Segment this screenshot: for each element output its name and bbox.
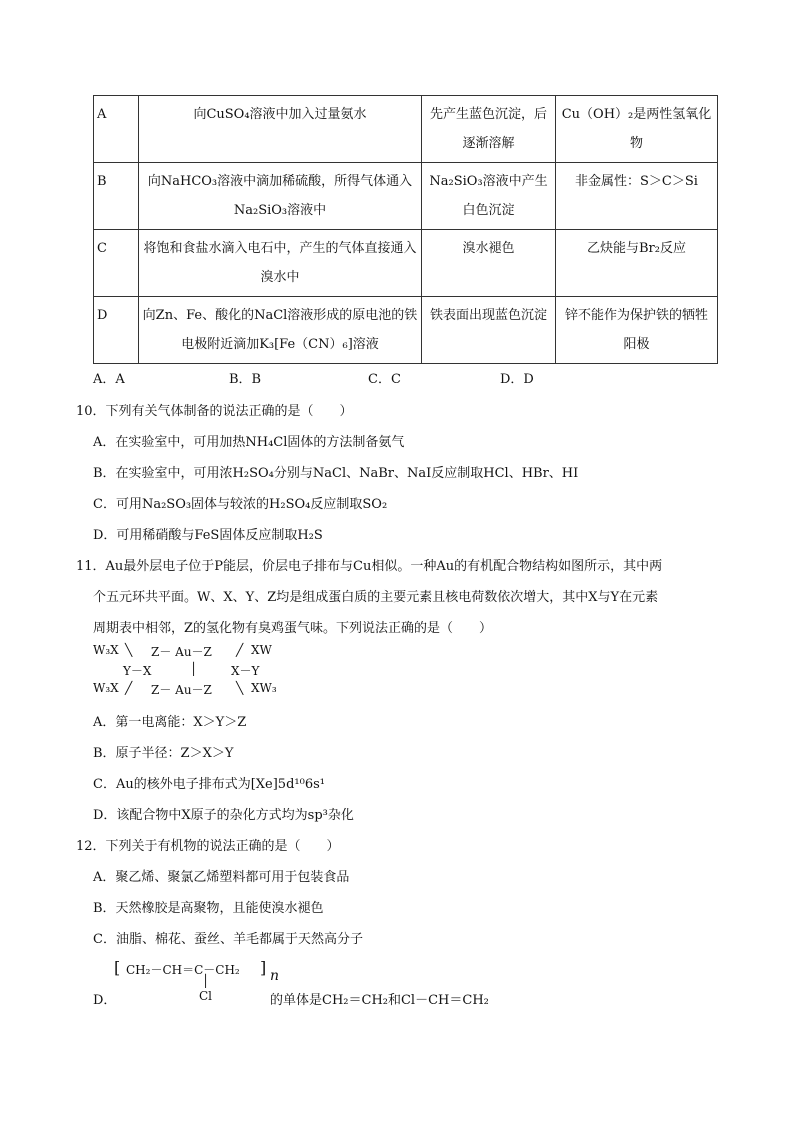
polymer-main-chain: CH₂－CH＝C－CH₂ xyxy=(126,963,240,977)
conclusion-cell: 锌不能作为保护铁的牺牲阳极 xyxy=(556,297,718,364)
q11-stem-line1: 11．Au最外层电子位于P能层，价层电子排布与Cu相似。一种Au的有机配合物结构如图所示，其中两 xyxy=(76,559,663,574)
q10-stem: 10．下列有关气体制备的说法正确的是（ ） xyxy=(76,404,353,419)
polymer-branch-bond: │ xyxy=(202,974,210,988)
q10-option-d[interactable]: D．可用稀硝酸与FeS固体反应制取H₂S xyxy=(93,528,323,543)
q11-stem-line2: 个五元环共平面。W、X、Y、Z均是组成蛋白质的主要元素且核电荷数依次增大，其中X与Y在元素 xyxy=(93,590,659,605)
q9-option-c[interactable]: C．C xyxy=(368,372,401,387)
struct-zauz-bot: Z－ Au－Z xyxy=(151,683,212,697)
q9-option-d[interactable]: D．D xyxy=(500,372,534,387)
table-row xyxy=(94,96,718,163)
bracket-right: ] xyxy=(260,958,267,977)
struct-bar: │ xyxy=(190,662,198,676)
row-label: D xyxy=(94,297,139,364)
conclusion-cell: 非金属性：S＞C＞Si xyxy=(556,163,718,230)
q12-option-a[interactable]: A．聚乙烯、聚氯乙烯塑料都可用于包装食品 xyxy=(93,870,350,885)
phenomenon-cell: Na₂SiO₃溶液中产生白色沉淀 xyxy=(422,163,556,230)
struct-w3x-bot: W₃X xyxy=(93,681,119,695)
struct-zauz-top: Z－ Au－Z xyxy=(151,645,212,659)
q9-option-b[interactable]: B．B xyxy=(229,372,262,387)
q10-option-c[interactable]: C．可用Na₂SO₃固体与较浓的H₂SO₄反应制取SO₂ xyxy=(93,497,388,512)
struct-w3x-top: W₃X xyxy=(93,643,119,657)
q12-stem: 12．下列关于有机物的说法正确的是（ ） xyxy=(76,839,340,854)
q11-option-b[interactable]: B．原子半径：Z＞X＞Y xyxy=(93,746,234,761)
q11-option-a[interactable]: A．第一电离能：X＞Y＞Z xyxy=(93,715,247,730)
phenomenon-cell: 铁表面出现蓝色沉淀 xyxy=(422,297,556,364)
q9-option-a[interactable]: A．A xyxy=(93,372,125,387)
row-label: C xyxy=(94,230,139,297)
conclusion-cell: Cu（OH）₂是两性氢氧化物 xyxy=(556,96,718,163)
phenomenon-cell: 溴水褪色 xyxy=(422,230,556,297)
struct-bond-bot-left: ╱ xyxy=(125,681,133,695)
row-label: A xyxy=(94,96,139,163)
table-row xyxy=(94,230,718,297)
q12-option-b[interactable]: B．天然橡胶是高聚物，且能使溴水褪色 xyxy=(93,901,324,916)
q11-option-c[interactable]: C．Au的核外电子排布式为[Xe]5d¹⁰6s¹ xyxy=(93,777,325,792)
polymer-cl: Cl xyxy=(199,989,213,1003)
struct-bond-top-right: ╱ xyxy=(236,643,244,657)
phenomenon-cell: 先产生蓝色沉淀，后逐渐溶解 xyxy=(422,96,556,163)
q12-option-c[interactable]: C．油脂、棉花、蚕丝、羊毛都属于天然高分子 xyxy=(93,932,363,947)
struct-xw3: XW₃ xyxy=(251,681,277,695)
polymer-n: n xyxy=(270,968,280,984)
q12-option-d-text: 的单体是CH₂＝CH₂和Cl－CH＝CH₂ xyxy=(270,993,489,1008)
operation-cell: 向CuSO₄溶液中加入过量氨水 xyxy=(139,96,422,163)
q10-option-a[interactable]: A．在实验室中，可用加热NH₄Cl固体的方法制备氨气 xyxy=(93,435,405,450)
q12-option-d-label[interactable]: D． xyxy=(93,993,117,1008)
bracket-left: [ xyxy=(114,958,121,977)
row-label: B xyxy=(94,163,139,230)
experiment-table xyxy=(93,95,718,364)
conclusion-cell: 乙炔能与Br₂反应 xyxy=(556,230,718,297)
operation-cell: 向Zn、Fe、酸化的NaCl溶液形成的原电池的铁电极附近滴加K₃[Fe（CN）₆]溶液 xyxy=(139,297,422,364)
q10-option-b[interactable]: B．在实验室中，可用浓H₂SO₄分别与NaCl、NaBr、NaI反应制取HCl、HBr、HI xyxy=(93,466,579,481)
struct-bond-bot-right: ╲ xyxy=(236,681,244,695)
table-row xyxy=(94,163,718,230)
struct-xy: X－Y xyxy=(231,664,260,678)
struct-yx: Y－X xyxy=(123,664,152,678)
struct-xw: XW xyxy=(251,643,272,657)
operation-cell: 向NaHCO₃溶液中滴加稀硫酸，所得气体通入Na₂SiO₃溶液中 xyxy=(139,163,422,230)
polymer-structure xyxy=(114,958,280,1006)
operation-cell: 将饱和食盐水滴入电石中，产生的气体直接通入溴水中 xyxy=(139,230,422,297)
au-complex-structure xyxy=(93,640,313,702)
struct-bond-top-left: ╲ xyxy=(125,643,133,657)
q11-stem-line3: 周期表中相邻，Z的氢化物有臭鸡蛋气味。下列说法正确的是（ ） xyxy=(93,621,493,636)
table-row xyxy=(94,297,718,364)
q11-option-d[interactable]: D．该配合物中X原子的杂化方式均为sp³杂化 xyxy=(93,808,354,823)
